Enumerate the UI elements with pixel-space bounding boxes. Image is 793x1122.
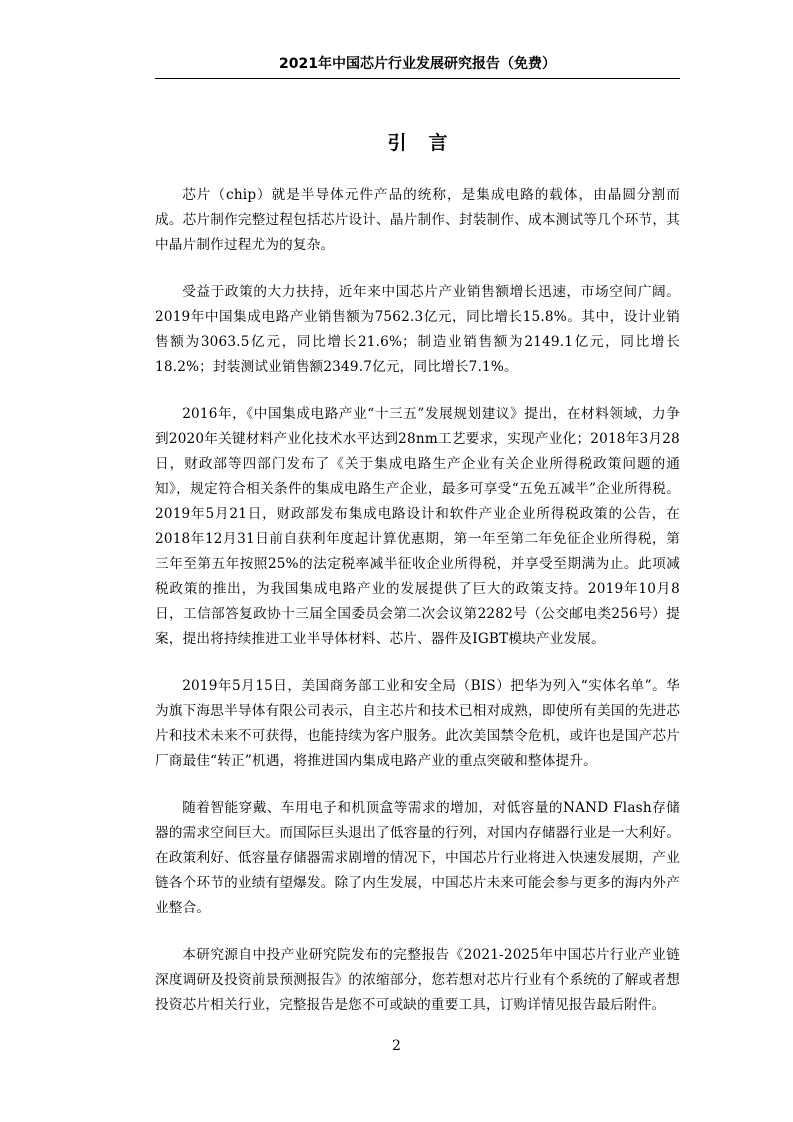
paragraph-huawei: 2019年5月15日，美国商务部工业和安全局（BIS）把华为列入“实体名单”。华为旗下海思半导体有限公司表示，自主芯片和技术已相对成熟，即使所有美国的先进芯片和技术未来不可获得，也能持续为客户服务。此次美国禁令危机，或许也是国产芯片厂商最佳“转正”机遇，将推进国内集成电路产业的重点突破和整体提升。 [155, 678, 680, 769]
paragraph-policy: 2016年，《中国集成电路产业“十三五”发展规划建议》提出，在材料领域，力争到2020年关键材料产业化技术水平达到28nm工艺要求，实现产业化；2018年3月28日，财政部等四部门发布了《关于集成电路生产企业有关企业所得税政策问题的通知》，规定符合相关条件的集成电路生产企业，最多可享受“五免五减半”企业所得税。2019年5月21日，财政部发布集成电路设计和软件产业企业所得税政策的公告，在2018年12月31日前自获利年度起计算优惠期，第一年至第二年免征企业所得税，第三年至第五年按照25%的法定税率减半征收企业所得税，并享受至期满为止。此项减税政策的推出，为我国集成电路产业的发展提供了巨大的政策支持。2019年10月8日，工信部答复政协十三届全国委员会第二次会议第2282号（公交邮电类256号）提案，提出将持续推进工业半导体材料、芯片、器件及IGBT模块产业发展。 [155, 406, 680, 647]
body-text [155, 183, 680, 1040]
paragraph-source: 本研究源自中投产业研究院发布的完整报告《2021-2025年中国芯片行业产业链深度调研及投资前景预测报告》的浓缩部分，您若想对芯片行业有个系统的了解或者想投资芯片相关行业，完整报告是您不可或缺的重要工具，订购详情见报告最后附件。 [155, 947, 680, 1013]
paragraph-sales: 受益于政策的大力扶持，近年来中国芯片产业销售额增长迅速，市场空间广阔。2019年中国集成电路产业销售额为7562.3亿元，同比增长15.8%。其中，设计业销售额为3063.5亿元，同比增长21.6%；制造业销售额为2149.1亿元，同比增长18.2%；封装测试业销售额2349.7亿元，同比增长7.1%。 [155, 284, 680, 375]
paragraph-storage: 随着智能穿戴、车用电子和机顶盒等需求的增加，对低容量的NAND Flash存储器的需求空间巨大。而国际巨头退出了低容量的行列，对国内存储器行业是一大利好。在政策利好、低容量存储器需求剧增的情况下，中国芯片行业将进入快速发展期，产业链各个环节的业绩有望爆发。除了内生发展，中国芯片未来可能会参与更多的海内外产业整合。 [155, 800, 680, 916]
section-title: 引言 [387, 132, 470, 154]
page-header: 2021年中国芯片行业发展研究报告（免费） [155, 54, 680, 79]
page-number: 2 [392, 1038, 401, 1054]
paragraph-intro: 芯片（chip）就是半导体元件产品的统称，是集成电路的载体，由晶圆分割而成。芯片制作完整过程包括芯片设计、晶片制作、封装制作、成本测试等几个环节，其中晶片制作过程尤为的复杂。 [155, 187, 680, 253]
